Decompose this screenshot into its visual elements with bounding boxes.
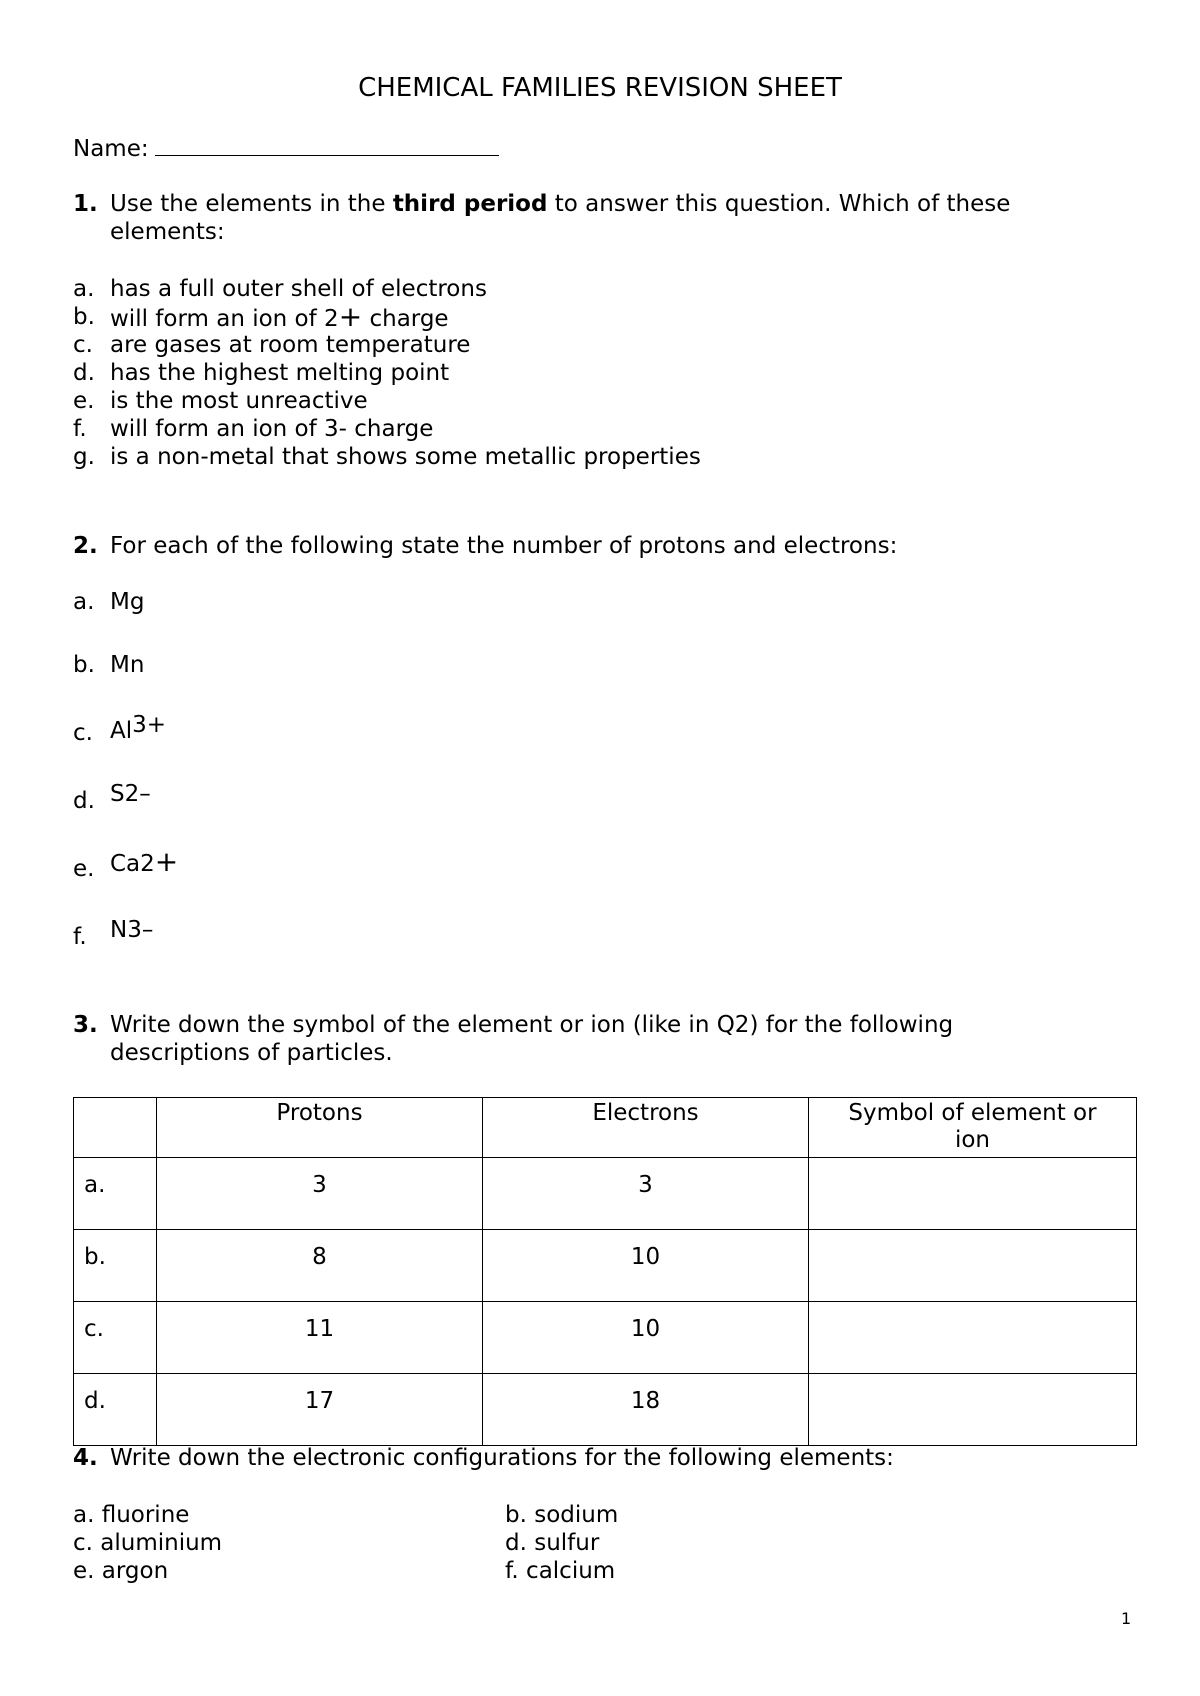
q2-item-f-symbol: N3–	[110, 917, 154, 943]
q1-item-a	[73, 275, 94, 303]
q3-header-symbol	[809, 1098, 1137, 1158]
q4-item-e: e. argon	[73, 1558, 169, 1584]
q4-text: Write down the electronic configurations for the following elements:	[110, 1445, 894, 1471]
q4-item-b: b. sodium	[505, 1502, 619, 1528]
q3-header-row	[74, 1098, 1137, 1158]
page-number: 1	[1121, 1609, 1132, 1628]
q1-item-b-plus: +	[338, 300, 363, 333]
q2-item-c-symbol	[110, 712, 167, 745]
q4-item-d: d. sulfur	[505, 1530, 600, 1556]
name-field	[73, 133, 499, 163]
q3-row-label: b.	[74, 1230, 157, 1302]
q3-header-electrons: Electrons	[483, 1098, 809, 1158]
q1-number: 1.	[73, 191, 98, 217]
q1-item-f	[73, 415, 87, 443]
q4-number: 4.	[73, 1445, 98, 1471]
q2-number: 2.	[73, 533, 98, 559]
table-row	[74, 1230, 1137, 1302]
q3-protons-cell: 11	[157, 1302, 483, 1374]
q3-header-protons: Protons	[157, 1098, 483, 1158]
q3-row-label: a.	[74, 1158, 157, 1230]
q2-item-c-element: Al	[110, 718, 133, 744]
q1-text-bold: third period	[392, 191, 548, 217]
page-title: CHEMICAL FAMILIES REVISION SHEET	[358, 73, 842, 103]
q3-electrons-cell: 10	[483, 1230, 809, 1302]
q3-row-label: d.	[74, 1374, 157, 1446]
q2-item-e-charge: +	[154, 845, 179, 878]
q1-line1	[73, 190, 98, 218]
q1-item-letter: a.	[73, 276, 95, 302]
q2-item-c-charge: 3+	[132, 712, 167, 738]
q3-header-blank	[74, 1098, 157, 1158]
q1-item-b	[73, 303, 95, 331]
q3-header-symbol-text: Symbol of element or ion	[848, 1100, 1097, 1153]
q2-item-a-letter: a.	[73, 589, 95, 615]
name-label: Name:	[73, 136, 149, 162]
q1-item-d-text: has the highest melting point	[110, 360, 450, 386]
q4-item-c: c. aluminium	[73, 1530, 223, 1556]
q3-table	[73, 1097, 1137, 1446]
q3-protons-cell: 8	[157, 1230, 483, 1302]
q1-item-e-text: is the most unreactive	[110, 388, 368, 414]
q2-item-c-letter: c.	[73, 720, 93, 746]
q1-text-after: to answer this question. Which of these	[554, 191, 1011, 217]
q1-item-f-text: will form an ion of 3- charge	[110, 416, 434, 442]
q1-item-c-text: are gases at room temperature	[110, 332, 471, 358]
q3-protons-cell: 17	[157, 1374, 483, 1446]
table-row	[74, 1158, 1137, 1230]
q1-item-letter: f.	[73, 416, 87, 442]
q2-item-b-symbol: Mn	[110, 652, 145, 678]
q1-item-letter: d.	[73, 360, 95, 386]
q1-item-letter: g.	[73, 444, 95, 470]
q1-item-letter: e.	[73, 388, 95, 414]
q2-item-e-letter: e.	[73, 856, 95, 882]
q3-row-label: c.	[74, 1302, 157, 1374]
q4-item-a: a. fluorine	[73, 1502, 190, 1528]
q1-text	[110, 190, 1010, 218]
q1-item-b-main: will form an ion of 2	[110, 306, 339, 332]
q2-item-d-letter: d.	[73, 788, 95, 814]
q2-item-a-symbol: Mg	[110, 589, 145, 615]
q2-item-f-letter: f.	[73, 924, 87, 950]
q3-electrons-cell: 18	[483, 1374, 809, 1446]
q2-item-e-symbol	[110, 845, 179, 878]
q1-text-line2: elements:	[110, 219, 225, 245]
q1-item-g	[73, 443, 95, 471]
q3-protons-cell: 3	[157, 1158, 483, 1230]
table-row	[74, 1302, 1137, 1374]
q3-electrons-cell: 3	[483, 1158, 809, 1230]
q1-item-b-tail: charge	[362, 306, 449, 332]
q1-item-letter: b.	[73, 304, 95, 330]
q3-text: Write down the symbol of the element or ion (like in Q2) for the following	[110, 1012, 954, 1038]
name-blank-line[interactable]	[155, 133, 499, 156]
table-row	[74, 1374, 1137, 1446]
q2-item-b-letter: b.	[73, 652, 95, 678]
q1-text-before: Use the elements in the	[110, 191, 386, 217]
q1-item-d	[73, 359, 95, 387]
q3-symbol-answer-cell[interactable]	[809, 1158, 1137, 1230]
q1-item-g-text: is a non-metal that shows some metallic properties	[110, 444, 701, 470]
q3-number: 3.	[73, 1012, 98, 1038]
q1-item-c	[73, 331, 93, 359]
q4-item-f: f. calcium	[505, 1558, 616, 1584]
q1-item-a-text: has a full outer shell of electrons	[110, 276, 487, 302]
q1-item-e	[73, 387, 94, 415]
q1-item-b-text	[110, 300, 449, 333]
q3-text-line2: descriptions of particles.	[110, 1040, 393, 1066]
q1-item-letter: c.	[73, 332, 93, 358]
q3-symbol-answer-cell[interactable]	[809, 1230, 1137, 1302]
q2-item-e-element: Ca2	[110, 851, 155, 877]
q3-symbol-answer-cell[interactable]	[809, 1374, 1137, 1446]
q2-item-d-symbol: S2–	[110, 781, 151, 807]
q2-text: For each of the following state the number of protons and electrons:	[110, 533, 898, 559]
q3-electrons-cell: 10	[483, 1302, 809, 1374]
q3-symbol-answer-cell[interactable]	[809, 1302, 1137, 1374]
